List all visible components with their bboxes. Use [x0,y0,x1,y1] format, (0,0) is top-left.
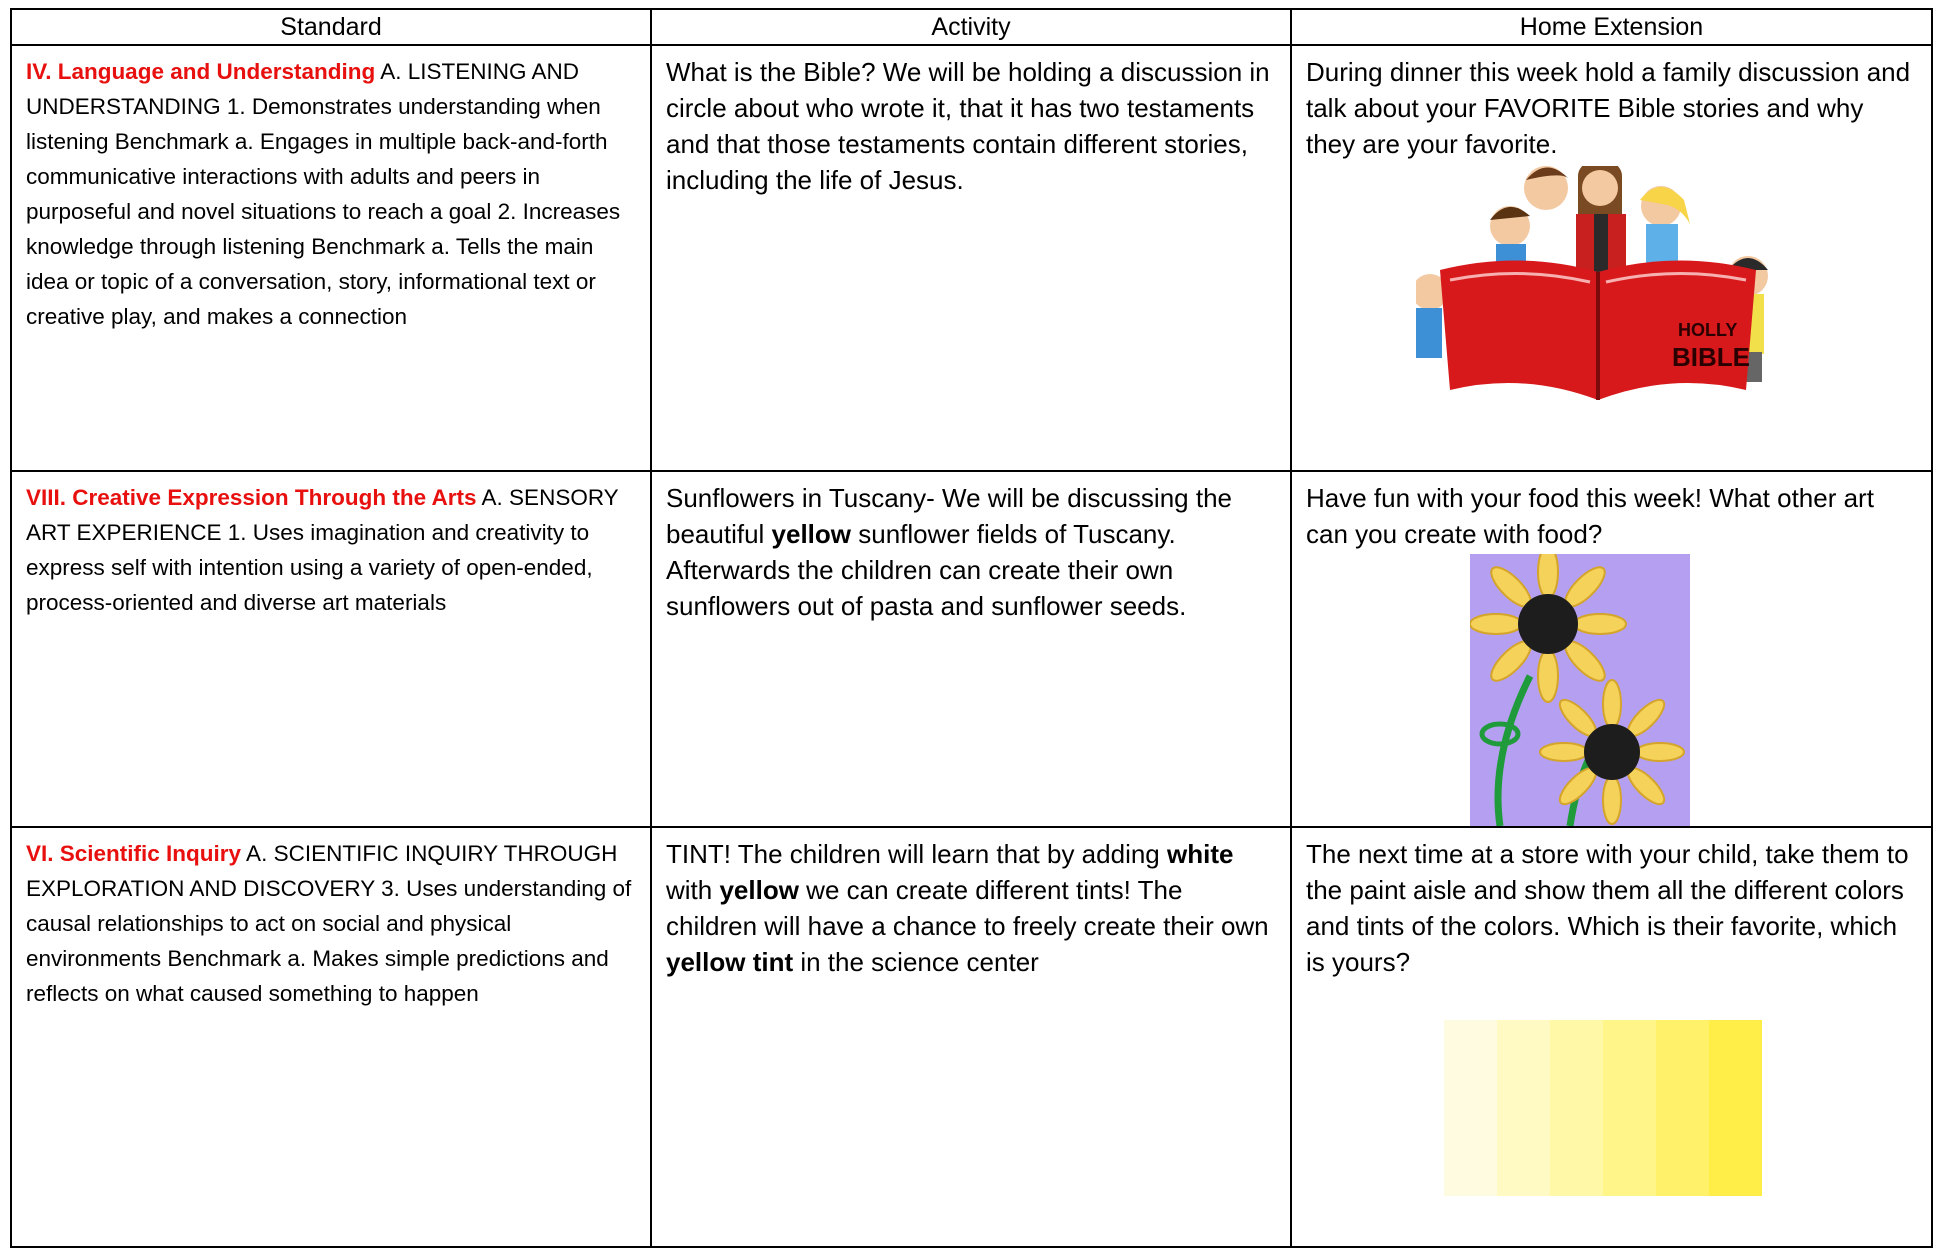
tint-band-2 [1497,1020,1550,1196]
activity-text: we can create different tints! The children will have a chance to freely create their own [666,875,1269,941]
home-text: During dinner this week hold a family discussion and talk about your FAVORITE Bible stories and why they are your favorite. [1306,57,1911,159]
home-text: The next time at a store with your child, take them to the paint aisle and show them all the different colors and tints of the colors. Which is their favorite, which is yours? [1306,839,1909,977]
tint-band-4 [1603,1020,1656,1196]
header-home-extension: Home Extension [1291,9,1932,45]
home-cell [1291,827,1932,1247]
activity-bold-text: yellow [771,519,852,549]
activity-text: sunflower fields of Tuscany. Afterwards the children can create their own sunflowers out of pasta and sunflower seeds. [666,519,1187,621]
table-row [11,45,1932,471]
bible-image-text-1: HOLLY [1678,320,1738,340]
activity-bold-text: yellow [719,875,799,905]
standard-cell [11,471,651,827]
standard-title: IV. Language and Understanding [26,59,376,84]
home-cell [1291,471,1932,827]
activity-text: in the science center [793,947,1039,977]
standard-title: VIII. Creative Expression Through the Arts [26,485,477,510]
table-row [11,471,1932,827]
activity-text: with [666,875,720,905]
activity-cell [651,471,1291,827]
standard-text: A. LISTENING AND UNDERSTANDING 1. Demonstrates understanding when listening Benchmark a. Engages in multiple back-and-forth communicative interactions with adults and peers in purposeful and novel situations to reach a goal 2. Increases knowledge through listening Benchmark a. Tells the main idea or topic of a conversation, story, informational text or creative play, and makes a connection [26,59,621,329]
header-activity: Activity [651,9,1291,45]
table-row [11,827,1932,1247]
standard-title: VI. Scientific Inquiry [26,841,242,866]
sunflower-pasta-photo [1470,554,1690,826]
tint-band-5 [1656,1020,1709,1196]
activity-cell: What is the Bible? We will be holding a discussion in circle about who wrote it, that it has two testaments and that those testaments contain different stories, including the life of Jesus. [651,45,1291,471]
home-cell [1291,45,1932,471]
activity-text: Sunflowers in Tuscany- We will be discussing the beautiful [666,483,1232,549]
header-row [11,9,1932,45]
activity-bold-text: white [1166,839,1234,869]
standard-text: A. SENSORY ART EXPERIENCE 1. Uses imagination and creativity to express self with intention using a variety of open-ended, process-oriented and diverse art materials [26,485,619,615]
bible-image-text-2: BIBLE [1672,342,1750,372]
standard-cell [11,45,651,471]
standard-text: A. SCIENTIFIC INQUIRY THROUGH EXPLORATION AND DISCOVERY 3. Uses understanding of causal relationships to act on social and physical environments Benchmark a. Makes simple predictions and reflects on what caused something to happen [26,841,632,1006]
yellow-tint-swatch [1444,1020,1762,1196]
activity-cell [651,827,1291,1247]
home-text: Have fun with your food this week! What other art can you create with food? [1306,483,1874,549]
bible-illustration [1416,166,1774,420]
lesson-plan-table [10,8,1933,1248]
tint-band-6 [1709,1020,1762,1196]
activity-bold-text: yellow tint [666,947,794,977]
activity-text: TINT! The children will learn that by adding [666,839,1167,869]
standard-cell [11,827,651,1247]
header-standard: Standard [11,9,651,45]
tint-band-1 [1444,1020,1497,1196]
tint-band-3 [1550,1020,1603,1196]
